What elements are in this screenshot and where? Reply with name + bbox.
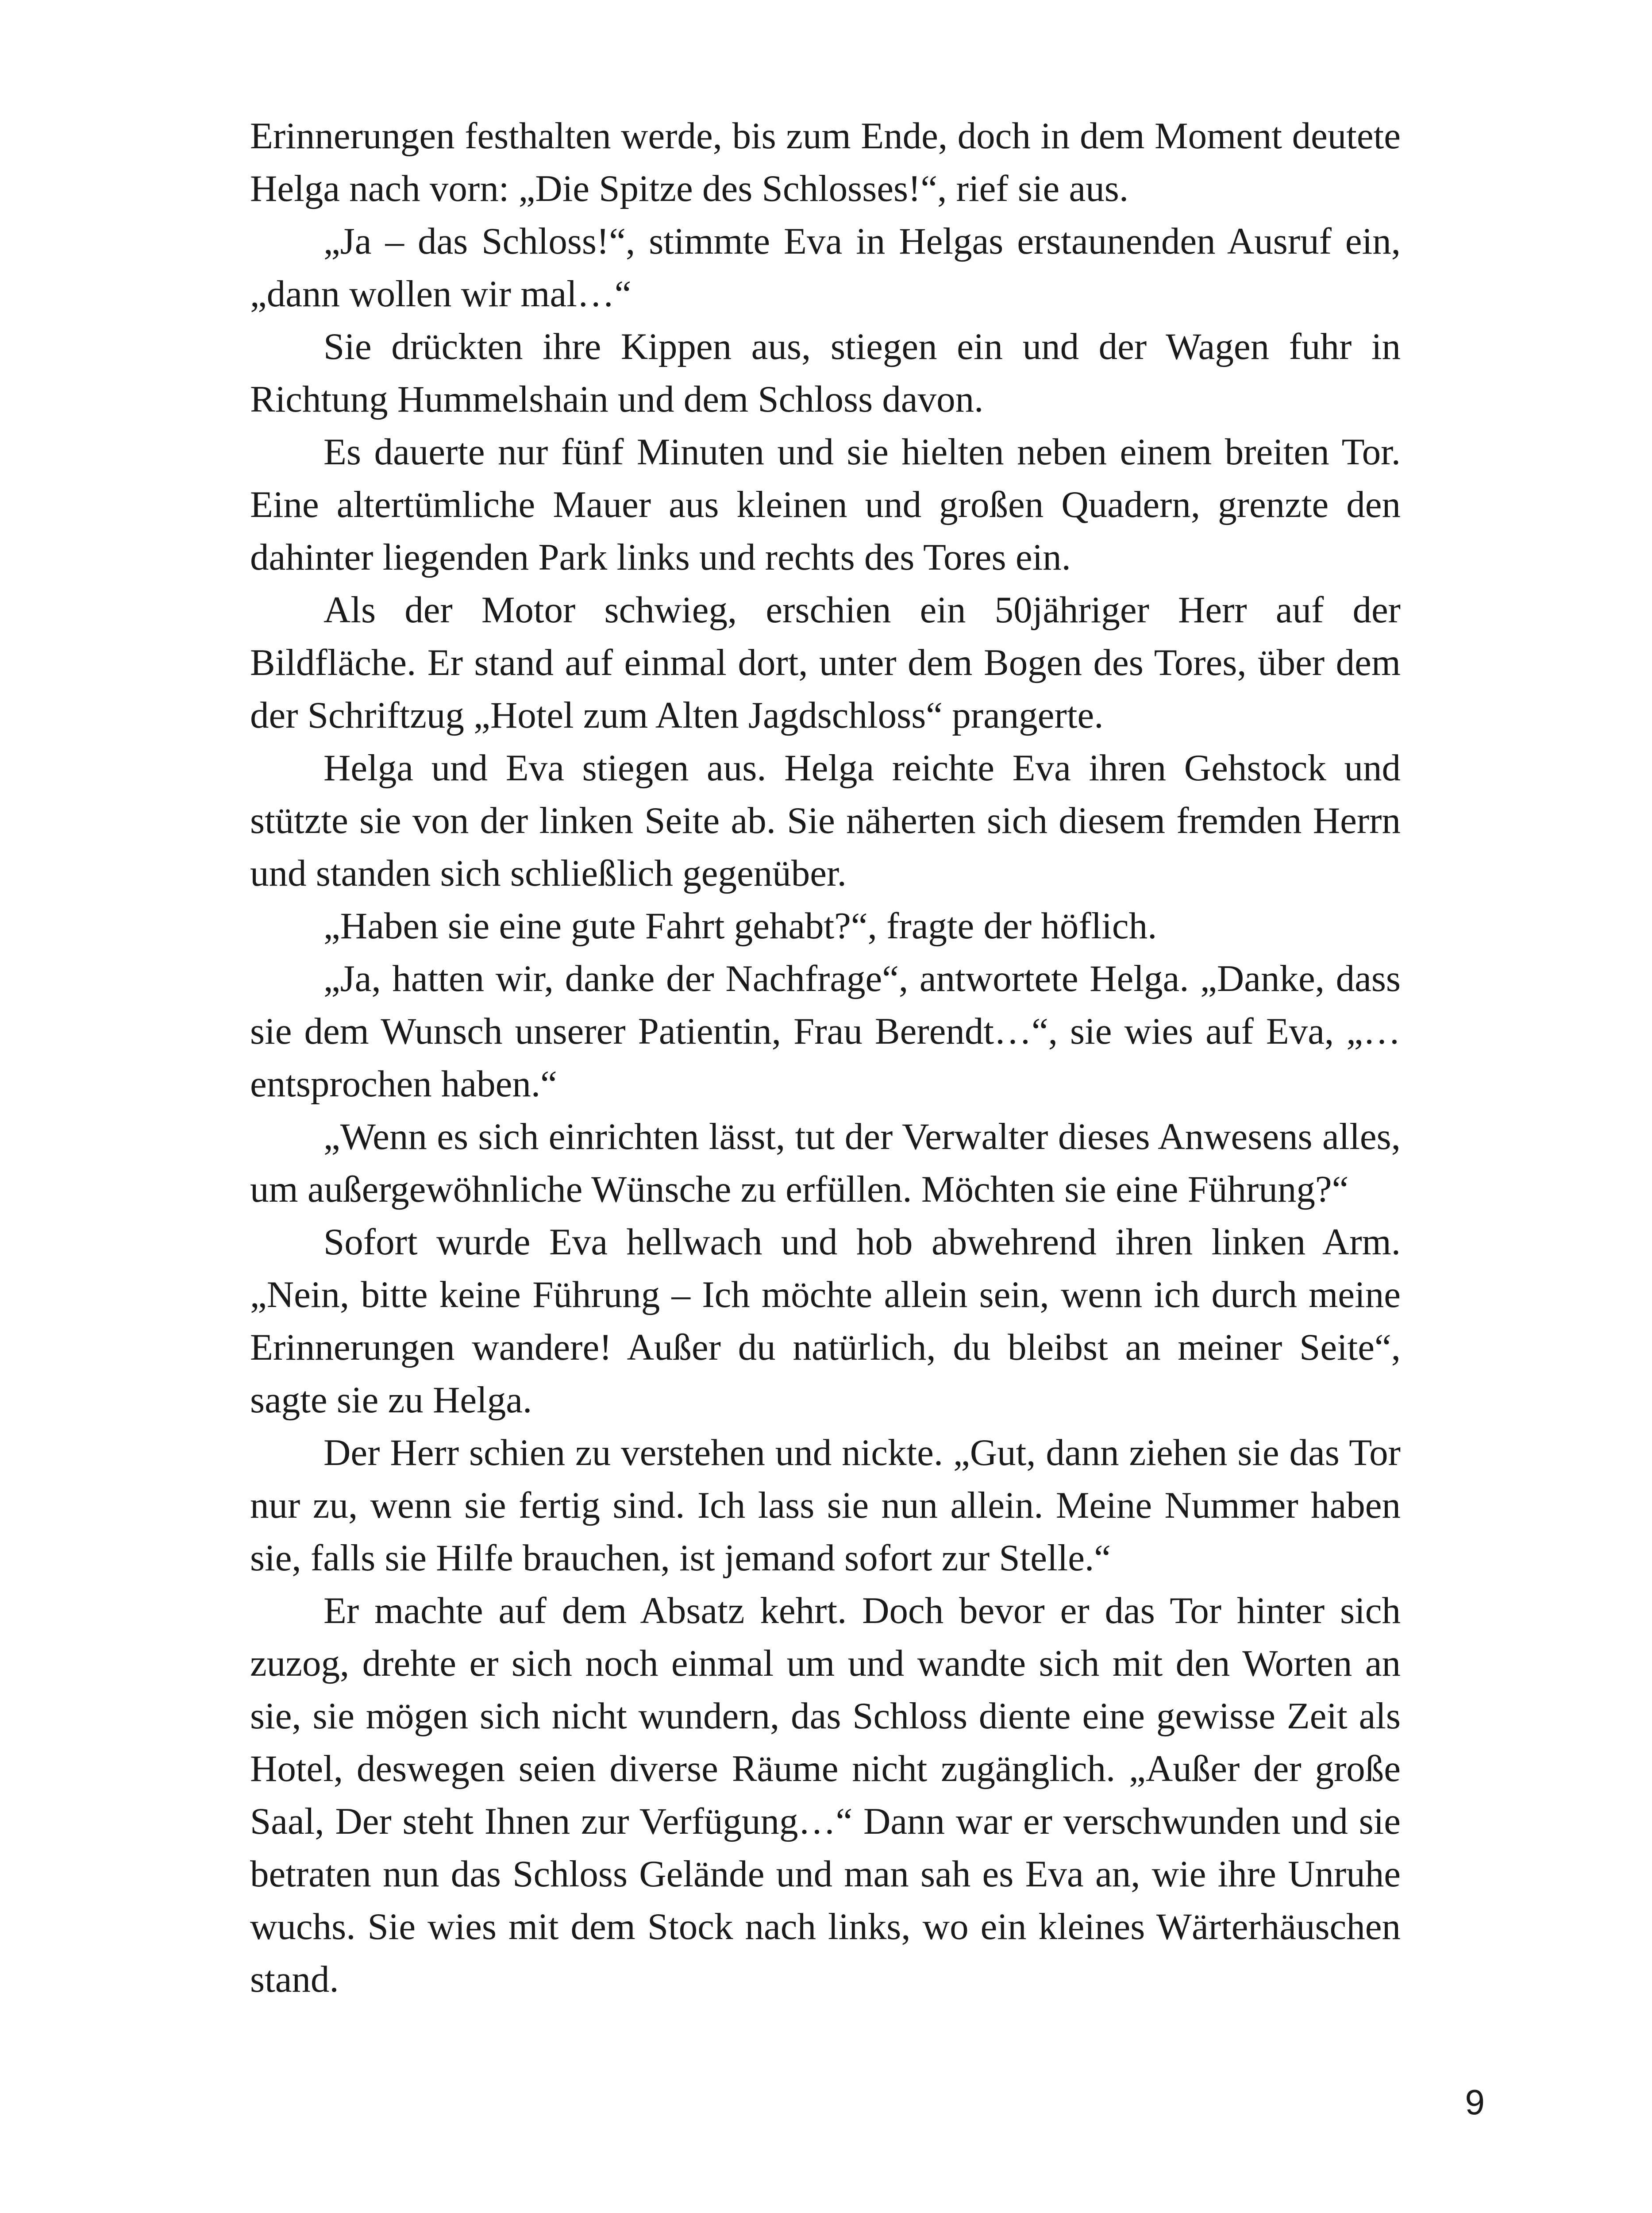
paragraph: „Wenn es sich einrichten lässt, tut der Verwalter dieses Anwesens alles, um außergewöhnliche Wünsche zu erfüllen. Möchten sie eine Führung?“	[250, 1116, 1401, 1210]
paragraph: Erinnerungen festhalten werde, bis zum Ende, doch in dem Moment deutete Helga nach vorn: „Die Spitze des Schlosses!“, rief sie aus.	[250, 115, 1401, 209]
paragraph: Sofort wurde Eva hellwach und hob abwehrend ihren linken Arm. „Nein, bitte keine Führung – Ich möchte allein sein, wenn ich durch meine Erinnerungen wandere! Außer du natürlich, du bleibst an meiner Seite“, sagte sie zu Helga.	[250, 1221, 1401, 1421]
paragraph: „Ja – das Schloss!“, stimmte Eva in Helgas erstaunenden Ausruf ein, „dann wollen wir mal…“	[250, 220, 1401, 315]
body-text	[250, 110, 1401, 2006]
page-number: 9	[1465, 2082, 1485, 2122]
paragraph: „Ja, hatten wir, danke der Nachfrage“, antwortete Helga. „Danke, dass sie dem Wunsch unserer Patientin, Frau Berendt…“, sie wies auf Eva, „… entsprochen haben.“	[250, 958, 1401, 1105]
paragraph: Helga und Eva stiegen aus. Helga reichte Eva ihren Gehstock und stützte sie von der linken Seite ab. Sie näherten sich diesem fremden Herrn und standen sich schließlich gegenüber.	[250, 747, 1401, 894]
paragraph: Er machte auf dem Absatz kehrt. Doch bevor er das Tor hinter sich zuzog, drehte er sich noch einmal um und wandte sich mit den Worten an sie, sie mögen sich nicht wundern, das Schloss diente eine gewisse Zeit als Hotel, deswegen seien diverse Räume nicht zugänglich. „Außer der große Saal, Der steht Ihnen zur Verfügung…“ Dann war er verschwunden und sie betraten nun das Schloss Gelände und man sah es Eva an, wie ihre Unruhe wuchs. Sie wies mit dem Stock nach links, wo ein kleines Wärterhäuschen stand.	[250, 1590, 1401, 2000]
paragraph: Als der Motor schwieg, erschien ein 50jähriger Herr auf der Bildfläche. Er stand auf einmal dort, unter dem Bogen des Tores, über dem der Schriftzug „Hotel zum Alten Jagdschloss“ prangerte.	[250, 589, 1401, 736]
paragraph: „Haben sie eine gute Fahrt gehabt?“, fragte der höflich.	[323, 905, 1157, 947]
paragraph: Der Herr schien zu verstehen und nickte. „Gut, dann ziehen sie das Tor nur zu, wenn sie fertig sind. Ich lass sie nun allein. Meine Nummer haben sie, falls sie Hilfe brauchen, ist jemand sofort zur Stelle.“	[250, 1432, 1401, 1579]
paragraph: Es dauerte nur fünf Minuten und sie hielten neben einem breiten Tor. Eine altertümliche Mauer aus kleinen und großen Quadern, grenzte den dahinter liegenden Park links und rechts des Tores ein.	[250, 431, 1401, 578]
paragraph: Sie drückten ihre Kippen aus, stiegen ein und der Wagen fuhr in Richtung Hummelshain und dem Schloss davon.	[250, 326, 1401, 420]
